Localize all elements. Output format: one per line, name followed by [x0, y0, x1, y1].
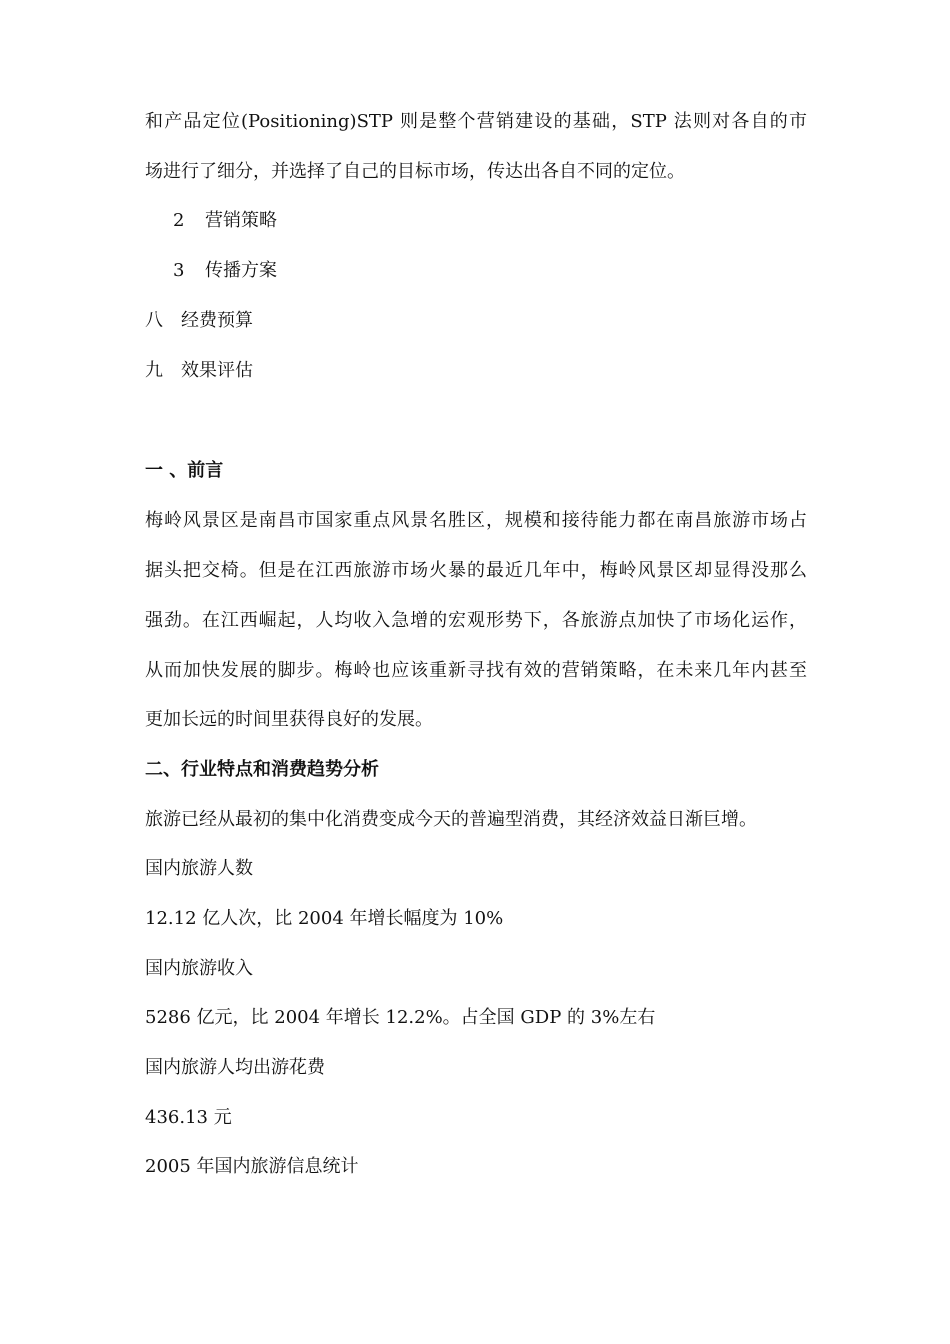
outline-title: 效果评估: [181, 360, 253, 381]
paragraph-line: 梅岭风景区是南昌市国家重点风景名胜区，规模和接待能力都在南昌旅游市场占: [145, 510, 807, 531]
stat-label: 国内旅游人均出游花费: [145, 1057, 325, 1078]
outline-item: [173, 209, 277, 233]
outline-number: 八: [145, 310, 163, 331]
stat-label: 国内旅游人数: [145, 858, 253, 879]
paragraph-line: 强劲。在江西崛起，人均收入急增的宏观形势下，各旅游点加快了市场化运作，: [145, 610, 807, 631]
paragraph-line: 据头把交椅。但是在江西旅游市场火暴的最近几年中，梅岭风景区却显得没那么: [145, 560, 807, 581]
stat-value: 5286 亿元，比 2004 年增长 12.2%。占全国 GDP 的 3%左右: [145, 1007, 656, 1028]
outline-title: 经费预算: [181, 310, 253, 331]
section-heading: 二、行业特点和消费趋势分析: [145, 759, 379, 780]
outline-item: [173, 259, 277, 283]
paragraph-line: 从而加快发展的脚步。梅岭也应该重新寻找有效的营销策略，在未来几年内甚至: [145, 660, 807, 681]
outline-title: 传播方案: [205, 260, 277, 281]
paragraph-line: 旅游已经从最初的集中化消费变成今天的普遍型消费，其经济效益日渐巨增。: [145, 809, 757, 830]
outline-number: 九: [145, 360, 163, 381]
outline-item: [145, 309, 253, 333]
outline-title: 营销策略: [205, 210, 277, 231]
stat-value: 12.12 亿人次，比 2004 年增长幅度为 10%: [145, 908, 504, 929]
outline-number: 3: [173, 260, 185, 281]
stat-value: 436.13 元: [145, 1107, 232, 1128]
outline-item: [145, 359, 253, 383]
section-heading: 一 、前言: [145, 460, 224, 481]
paragraph-line: 场进行了细分，并选择了自己的目标市场，传达出各自不同的定位。: [145, 161, 685, 182]
table-caption: 2005 年国内旅游信息统计: [145, 1156, 359, 1177]
stat-label: 国内旅游收入: [145, 958, 253, 979]
outline-number: 2: [173, 210, 185, 231]
paragraph-line: 和产品定位(Positioning)STP 则是整个营销建设的基础，STP 法则对各自的市: [145, 111, 807, 132]
paragraph-line: 更加长远的时间里获得良好的发展。: [145, 709, 433, 730]
